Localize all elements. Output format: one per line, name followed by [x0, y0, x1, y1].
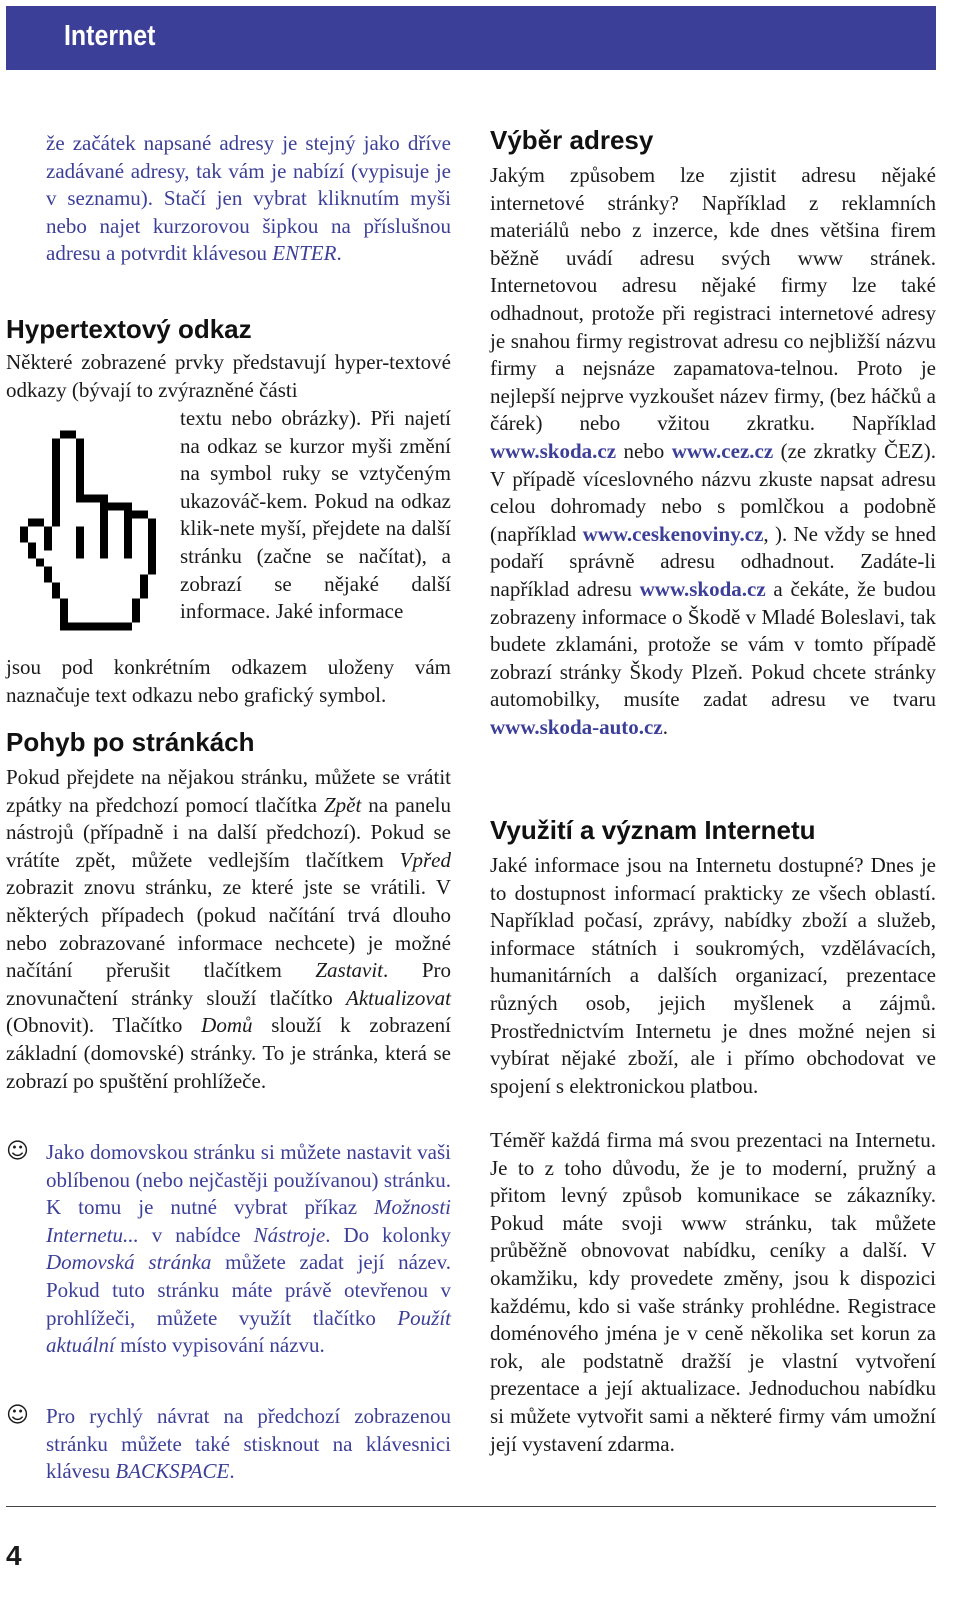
smiley-icon: ☺: [6, 1139, 29, 1164]
intro-text: že začátek napsané adresy je stejný jako dříve zadávané adresy, tak vám je nabízí (vypisuje je v seznamu). Stačí jen vybrat kliknutím myši nebo najet kurzorovou šipkou na příslušnou adresu a potvrdit klávesou: [46, 131, 451, 266]
tip1-text-a: Jako domovskou stránku si můžete nastavit vaši oblíbenou (nebo nejčastěji používanou) stránku. K tomu je nutné vybrat příkaz: [46, 1140, 451, 1220]
link-skoda[interactable]: www.skoda.cz: [490, 438, 617, 463]
refresh-button-name: Aktualizovat: [346, 985, 451, 1010]
tip1-text-e: místo vypisování názvu.: [114, 1333, 325, 1358]
link-skoda-auto[interactable]: www.skoda-auto.cz: [490, 714, 663, 739]
hypertext-heading: Hypertextový odkaz: [6, 314, 252, 344]
use-current-button-name: Použít aktuální: [46, 1305, 451, 1358]
hypertext-paragraph-3: jsou pod konkrétním odkazem uloženy vám naznačuje text odkazu nebo grafický symbol.: [6, 655, 451, 707]
intro-end: .: [336, 241, 342, 266]
usage-heading: Využití a význam Internetu: [490, 815, 816, 845]
hypertext-paragraph-2: textu nebo obrázky). Při najetí na odkaz se kurzor myši změní na symbol ruky se vztyčeným ukazováč-kem. Pokud na odkaz klik-nete myší, přejdete na další stránku (začne se načítat), a zobrazí se nějaké další informace. Jaké informace: [180, 406, 451, 624]
link-ceskenoviny[interactable]: www.ceskenoviny.cz: [582, 521, 764, 546]
usage-paragraph-1: Jaké informace jsou na Internetu dostupné? Dnes je to dostupnost informací prakticky ze všech oblastí. Například počasí, zprávy, nabídky zboží a služeb, informace státních i soukromých, vzdělávacích, humanitárních a dalších organizací, prezentace různých osob, jejich myšlenek a zájmů. Prostřednictvím Internetu je dnes možné nejen si vybírat nějaké zboží, ale i přímo obchodovat ve spojení s elektronickou platbou.: [490, 853, 936, 1098]
tip1-text-d: můžete zadat její název. Pokud tuto stránku máte právě otevřenou v prohlížeči, můžete využít tlačítko: [46, 1250, 451, 1330]
address-paragraph: [490, 162, 936, 741]
tip-backspace-text: [46, 1403, 451, 1486]
forward-button-name: Vpřed: [399, 847, 451, 872]
page-header: [6, 6, 936, 70]
enter-key-text: ENTER: [272, 241, 337, 266]
addr-text-6: .: [662, 714, 668, 739]
internet-options-name: Možnosti Internetu...: [46, 1195, 451, 1247]
navigation-heading: Pohyb po stránkách: [6, 727, 255, 757]
tip1-text-b: v nabídce: [138, 1222, 254, 1247]
addr-text-4: , ). Ne vždy se hned podaří správně adresu odhadnout. Zadáte-li například adresu: [490, 521, 936, 601]
page-number: 4: [6, 1540, 22, 1571]
usage-paragraph-2: Téměř každá firma má svou prezentaci na Internetu. Je to z toho důvodu, že je to moderní, pružný a přitom levný způsob komunikace se zákazníky. Pokud máte svoji www stránku, tak můžete průběžně obnovovat nabídku, ceníky a další. V okamžiku, kdy provedete změny, jsou k dispozici každému, kdo si vaše stránky prohlédne. Registrace doménového jména je v ceně několika set korun za rok, ale podstatně dražší je vlastní vytvoření prezentace a její aktualizace. Jednoduchou nabídku si můžete vytvořit sami a některé firmy vám umožní její vystavení zdarma.: [490, 1128, 936, 1456]
footer-divider: [6, 1506, 936, 1507]
nav-text-6: slouží k zobrazení základní (domovské) stránky. To je stránka, která se zobrazí po spuštění prohlížeče.: [6, 1013, 451, 1093]
nav-text-5: (Obnovit). Tlačítko: [6, 1013, 202, 1038]
home-page-field-name: Domovská stránka: [46, 1250, 212, 1275]
home-button-name: Domů: [201, 1013, 253, 1038]
nav-text-3: zobrazit znovu stránku, ze které jste se vrátili. V některých případech (pokud načítání trvá dlouho nebo zobrazované informace nechcete) je možné načítání přerušit tlačítkem: [6, 875, 451, 983]
smiley-icon: ☺: [6, 1403, 29, 1428]
nav-text-2: na panelu nástrojů (případně i na další předchozí). Pokud se vrátíte zpět, můžete vedlejším tlačítkem: [6, 792, 451, 872]
header-title: Internet: [64, 20, 156, 52]
back-button-name: Zpět: [324, 792, 362, 817]
hand-pointer-icon: [12, 428, 164, 633]
tip2-text-a: Pro rychlý návrat na předchozí zobrazenou stránku můžete také stisknout na klávesnici klávesu: [46, 1404, 451, 1484]
tip-home-page-text: [46, 1139, 451, 1360]
navigation-paragraph: [6, 764, 451, 1095]
tip2-text-b: .: [229, 1459, 235, 1484]
link-cez[interactable]: www.cez.cz: [671, 438, 774, 463]
intro-paragraph: [46, 130, 451, 268]
stop-button-name: Zastavit: [315, 958, 384, 983]
link-skoda-2[interactable]: www.skoda.cz: [639, 576, 766, 601]
backspace-key-text: BACKSPACE: [115, 1459, 230, 1484]
addr-text-2: nebo: [616, 438, 672, 463]
nav-text-1: Pokud přejdete na nějakou stránku, můžete se vrátit zpátky na předchozí pomocí tlačítka: [6, 765, 451, 817]
addr-text-1: Jakým způsobem lze zjistit adresu nějaké internetové stránky? Například z reklamních materiálů nebo z inzerce, kde dnes většina firem běžně uvádí adresu svých www stránek. Internetovou adresu nějaké firmy lze také odhadnout, protože při registraci internetové adresy je snahou firmy registrovat adresu co nejbližší názvu firmy a nejsnáze zapamatova-telnou. Proto je nejlepší nejprve vyzkoušet název firmy, (bez háčků a čárek) nebo vžitou zkratku. Například: [490, 163, 936, 436]
addr-text-3: (ze zkratky ČEZ). V případě víceslovného názvu zkuste napsat adresu celou dohromady nebo s pomlčkou a podobně (například: [490, 438, 936, 546]
address-heading: Výběr adresy: [490, 125, 654, 155]
nav-text-4: . Pro znovunačtení stránky slouží tlačítko: [6, 958, 451, 1010]
tip1-text-c: . Do kolonky: [325, 1222, 451, 1247]
tools-menu-name: Nástroje: [253, 1222, 326, 1247]
addr-text-5: a čekáte, že budou zobrazeny informace o Škodě v Mladé Boleslavi, tak budete zklamáni, protože se vám v tomto případě zobrazí stránky Škody Plzeň. Pokud chcete stránky automobilky, musíte zadat adresu ve tvaru: [490, 576, 936, 712]
hypertext-paragraph-1: Některé zobrazené prvky představují hyper-textové odkazy (bývají to zvýrazněné části: [6, 350, 451, 402]
